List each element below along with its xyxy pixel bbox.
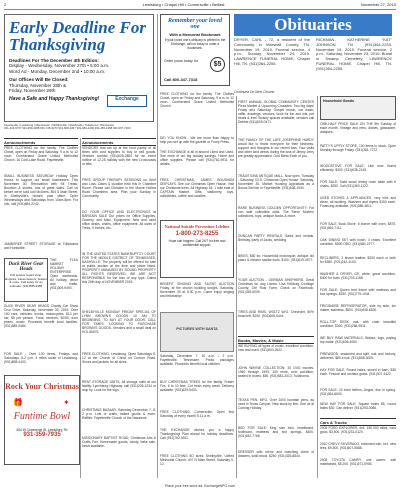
column-rule bbox=[157, 14, 158, 478]
car-item-2: 2010 CHEVY SILVERADO, extended cab, 4x4, new tires, $9,500. (931)607-5588. bbox=[320, 442, 396, 450]
promo-line-4: Our Offices Will Be Closed: bbox=[9, 77, 69, 83]
duck-river-gearheads-ad bbox=[4, 258, 48, 302]
svc-hardy-family: THE FAMILY OF THE LATE JOSEPHINE HARDY would like to thank everyone for their kindness, support and thoughts in our recent loss. Your visits and other kind deeds during the loss of Jimmy Jerry are greatly appreciated. God Bless Each of you. bbox=[238, 138, 314, 158]
memorial-phone: Call 800-347-7318 bbox=[164, 77, 198, 82]
mid-item-8: THE EXCHANGE wishes you a happy Thanksgiving! Plan ahead for holiday deadlines. Call (931)762-9911. bbox=[160, 428, 234, 440]
column-rule bbox=[236, 96, 237, 478]
lifeline-title: National Suicide Prevention Lifeline bbox=[164, 224, 230, 229]
memorial-subtitle: With a Memorial Bookmark bbox=[169, 32, 221, 37]
car-item-1: 2005 FORD EXPLORER, 4x4, 150,000 miles, runs good, $3,500. (931)231-0120. bbox=[320, 426, 396, 434]
ornament-icon: ✦ bbox=[63, 398, 70, 407]
promo-headline: Early Deadline For Thanksgiving bbox=[9, 18, 146, 54]
household-goods-label bbox=[320, 96, 396, 120]
svc-tires: TIRES AND RIMS, WOLTZ W/O. Chevrolet, 50% tread left, $200. (931)606-6444. bbox=[238, 310, 314, 318]
ann-bazaar: CHRISTMAS BAZAAR, Saturday December 7, 8-2 p.m. Lots of crafts, baked goods & more. Raffles. Fayetteville Church of the Nazarene. bbox=[82, 408, 156, 420]
mid-item-5: BENEFIT SINGING AND SILENT AUCTION Friday, at the church building tonight. Saturday, November 30 at 5:30 p.m. Come enjoy singing and fellowship! bbox=[160, 282, 234, 298]
promo-deadlines bbox=[9, 58, 149, 93]
column-rule bbox=[317, 96, 318, 478]
svc-german-shepherd: YOUR AUCTION - GERMAN SHEPHERD. Great Christmas for dog Lovers. Lisa Kirkburg Coolidge County, Ole Rust Farm. Check on Facebook. (931)339-5009. bbox=[238, 278, 314, 294]
memorial-order-text: Order yours today for bbox=[164, 59, 198, 63]
promo-line-3: Word Ad - Monday, December 2nd • 10:00 a.m. bbox=[9, 68, 106, 74]
right-item-f1: BED FOR SALE: King size bed, headboard, footboard, mattress and box springs, $400. (931)632-7766. bbox=[238, 426, 314, 438]
funtime-address: 604 W Commerce St, Lewisburg TN bbox=[16, 428, 68, 432]
gearheads-title: Duck River Gear Heads bbox=[8, 262, 44, 272]
svc-music: WE BUYING all types of music, excellent condition, new and used. (931)800-2622. bbox=[238, 344, 314, 352]
svc-texas-pen: TEXAS PEN, MFG. Over 1000 fountain pens, as used in Texas Canyon, New stock by firm. See us at Coming Holiday. bbox=[238, 398, 314, 410]
car-item-3: 2008 TOYOTA CAMRY, one owner, well maintained, $5,200. (931)571-0906. bbox=[320, 458, 396, 466]
ann-jamboree: JAMBOREE STREET STORAGE at Tullahoma and Huntsville. bbox=[4, 242, 78, 250]
right-item-3: WOODSTOVE FOR SALE, Like new. Burns efficiently. $300. (931)638-2145. bbox=[320, 164, 396, 172]
promo-line-6: Friday, November 29th bbox=[9, 88, 56, 94]
right-item-10: FOR SALE: Queen bed frame with mattress and box springs, $150. (931)779-1044. bbox=[320, 288, 396, 296]
obituary-dryer: DRYER, CARL - 72, a resident of the Community in Marshall County, TN. November 19, 2019. Funeral service, 4 p.m., Sunday, November 24, 2019. LAWRENCE FUNERAL HOME, Chapel Hill, TN. (931)364-2255. bbox=[234, 38, 310, 66]
mid-item-3: THE EXCHANGE is all in around Liked and Used. See more of our big holiday savings. Home and office supplies. Please call (931)762-9911 for details. bbox=[160, 150, 234, 166]
right-item-5: USED STOVES & APPLIANCES, very nice and clean, all working. Washers and dryers $150 each. Financing available. (931)388-4811. bbox=[320, 196, 396, 208]
right-item-7: OAK DINING SET with hutch, 4 chairs. Excellent condition. $500 OBO. (931)580-2277. bbox=[320, 238, 396, 246]
right-item-far1: WE BUY RAW MATERIALS, Walnut, logs, paying top dollar. (931)636-4060. bbox=[320, 336, 396, 344]
svc-bikes: BIKES, $50 for. Household motorcycle, antique old piano & chrome saddle tools, $100. (931)619-4577. bbox=[238, 254, 314, 262]
svc-duncan: DUNCAN PARTY RENTALS, Sales and rentals. Birthday, party of Jacks, wedding. bbox=[238, 234, 314, 242]
office-phones: 931-433-9737 931-359-1188 931-728-3273 931-668-1367 931-684-1200 931-455-1368 931-967-7290 bbox=[4, 126, 131, 131]
promo-line-5: Thursday, November 28th & bbox=[9, 82, 67, 88]
mid-item-9: FREE CLOTHING 8O sizes. Shelbyville, United Methodist Church, 407 N Main Street, Saturday 9-12. bbox=[160, 454, 234, 466]
svc-traditions: TRADITIONS ANTIQUE MALL, Now open, Tuesday - Saturday, 10-5. Christmas Open House, Saturday, November 30. Market Housing Appraisals as a Bonus Service in Fayetteville. (931)638-1930. bbox=[238, 174, 314, 190]
right-item-12: ROLL-TOP DESK, oak, with chair, beautiful condition, $300. (931)268-9511. bbox=[320, 320, 396, 328]
right-item-f2: DRESSER with mirror and matching chest of drawers, solid wood, $250. (931)325-8844. bbox=[238, 450, 314, 458]
page-header bbox=[4, 2, 396, 10]
mid-item-2: DID YOU KNOW... We are more than happy to help you set up with the gazette or Fcorp Press. bbox=[160, 136, 234, 144]
column-rule bbox=[80, 138, 81, 478]
ann-office-sale: DO YOUR OFFICE AND ELECTRONICS at BARGAIN SALE Our prices for Office Supplies, Grocery, and Misc. Equipment. New and used office desks, chairs, office equipment. All sizes of Trees, 5 inches, etc. bbox=[82, 210, 156, 230]
right-item-11: FRIGIDAIRE REFRIGERATOR, side by side, ice maker, stainless, $500. (931)638-6520. bbox=[320, 304, 396, 312]
right-item-9: WASHER & DRYER, GE, white, great condition, $400 for both. (931)703-1188. bbox=[320, 272, 396, 280]
memorial-price-badge: $5 bbox=[210, 57, 225, 72]
ann-bankruptcy: IN THE UNITED STATES BANKRUPTCY COURT FOR THE MIDDLE DISTRICT OF TENNESSEE, NASHVILLE. The property will be offered for sale at public auction at the time and place listed. PROPERTY MANAGED BY ROUND PROPERTY ALL RIGHTS RESERVED. WE ARE NOT RESPONSIBLE for the loss of any type. Dated this 26th day of NOVEMBER 2019. bbox=[82, 252, 156, 284]
ann-vendors: VENDORS that set up at the food pantry of all times with cost supplies to buy or sell goods. Vendors contact (931)628-2884 for an event hotline of 12-25 holiday with the new Crossroads or bills. bbox=[82, 146, 156, 166]
office-towns: Fayetteville | Lewisburg | Manchester | McMinnville | Shelbyville | Tullahoma | Winchester bbox=[4, 123, 115, 127]
footer-text: Place your free word ad: ExchangeNPO.com bbox=[165, 484, 235, 488]
right-item-1: ONE-HALF PRICE SALE ON THE 5th Sunday of each month. Vintage and retro, dishes, glassware, antiques. bbox=[320, 122, 396, 134]
lifeline-phone: 1-800-273-8255 bbox=[175, 231, 219, 237]
publication-title: Lewisburg • Chapel Hill • Cornersville • Belfast bbox=[142, 2, 225, 7]
section-cars-trucks: Cars & Trucks bbox=[320, 418, 396, 426]
mid-item-6: BUY CHRISTMAS TREES for the family. Fraser Firs, 6 to 10 feet. Cut fresh every week. Delivery available. (931)629-5433. bbox=[160, 380, 234, 392]
suicide-lifeline-ad bbox=[160, 220, 234, 278]
issue-date: November 27, 2019 bbox=[360, 2, 396, 7]
memorial-bookmark-ad bbox=[160, 14, 230, 86]
santa-text: Saturday, December 7, 10 a.m. - 2 p.m. Fayetteville, Tennessee. Photo packages available. Proceeds benefit local children. bbox=[160, 354, 234, 366]
section-books-music: Books, Movies, & Music bbox=[238, 336, 314, 344]
ann-small-business: SMALL BUSINESS SATURDAY Holiday Open House to support our small businesses. This November 30, Renovation with Sit Treats, Bourbon & stories, lots of great sales. Call us before we're sold out! McGees, 804 S Main Street, in Shelbyville's historic post office. Open Wednesdays and Saturdays from 10am-5pm. For info, call (931)684-2242. bbox=[4, 174, 78, 206]
section-announcements-2: Announcements bbox=[82, 138, 156, 146]
household-label: Household Goods bbox=[323, 99, 354, 103]
gift-icon: 🎁 bbox=[13, 398, 23, 407]
ann-shelbyville: SHELBYVILLE MONDAY FRIDAY SPECIAL OF LYNN BROWN'S GOODS 10 AM TO BEGINNING. TO BUY AT YOUR DOOR. CALL FOR TIMES. LOOKING TO PURCHASE BROWN'S GOODS. Vendors and a small deal on HOLIDAYS. bbox=[82, 310, 156, 334]
thanksgiving-deadline-box bbox=[4, 14, 154, 122]
svc-john-wayne: JOHN WAYNE COLLECTION: 20 DVD movies, 1960 through 1993, 100 more, new condition, sealed in boxes, $50. (931)581-2013, Tullahoma. bbox=[238, 366, 314, 378]
obituaries-heading: Obituaries bbox=[234, 14, 392, 36]
mid-item-1: FREE CLOTHING for the family. The Clothes Closet, open on Friday and Saturday, 9 a.m. to 12 noon. Cumberland Grace United Methodist Church. bbox=[160, 92, 234, 108]
funtime-headline: Rock Your Christmas bbox=[5, 382, 79, 391]
promo-line-2: Display - Wednesday, November 27th • 5:00 a.m. bbox=[9, 63, 110, 69]
ann-rascal: FOR SALE - Over 100 items, Fridays and Saturdays, 8-2 p.m. 4 miles south of Lewisburg. (931)698-4400. bbox=[4, 352, 78, 364]
right-item-far5: NEW HAY FOR SALE: Square bales $5, round bales $30. Can deliver. (931)293-0088. bbox=[320, 402, 396, 410]
santa-pictures-ad bbox=[160, 312, 234, 352]
svc-global-community: FIRST ANNUAL GLOBAL COMMUNITY CENTER Pizza Market & Upcoming Crusades: Two big days! Friday and Saturday. Gospel music, car wash, raffle, drawings, vendors, tools for fun and lots, pet treats & free! Swishy spaces available; vendors call Debbie (931)609-0471. bbox=[238, 100, 314, 124]
ann-storage: RENT STORAGE UNITS, All storage units at our facility. Lynchburg Highway, call (931)205-1234 or stop by. Look for the sign. bbox=[82, 380, 156, 392]
page-number: 2 bbox=[4, 2, 7, 7]
svc-rare-business: RARE BUSINESS GOLDEN OPPORTUNITY. For non sale collectible dolls. The Steve Modern collections, toys, antique books & more. bbox=[238, 206, 314, 218]
section-announcements-left: Announcements bbox=[4, 138, 78, 146]
ann-duck-river: DUCK RIVER GEAR HEADS Charity Car Show Cruz Drive, Saturday, November 30, 2019. Over 100 cars, vehicles, trucks, motorcycles. $10 per car, $5 per person. Food, vendors, 50/50, door prizes, music. Proceeds benefit local families. (931)585-9484. bbox=[4, 304, 78, 328]
obituary-rickman: RICKMAN, KATHERINE "KAT" JOHNSON. TN. (931)364-2233. November 19, 2019. Funeral service, 2 p.m., Saturday, November 23, 2019. Burial in Swamp Cemetery, LAWRENCE FUNERAL HOME, Chapel Hill, TN. (931)364-2255. bbox=[316, 38, 392, 71]
memorial-title: Remember your loved one bbox=[168, 18, 222, 30]
funtime-bowl-ad bbox=[4, 375, 80, 465]
ann-grief: FREE GROUP THERAPY SESSIONS on Grief and Loss. Dates & location held this in Chamber Room. Please call Christine in the Moore Hollow Road Chambers area. Plan your Sunday in Community. bbox=[82, 178, 156, 198]
ann-bath: FREE CLOTHING, Lewisburg. Open Saturdays 9-12 at the Church of Christ on Cortner Road. Shoes and jackets for all sizes. bbox=[82, 352, 156, 364]
office-locations bbox=[4, 124, 154, 134]
right-item-6: FOR SALE, Buck Stove, 6 burner with oven, $875. (931)364-7111. bbox=[320, 222, 396, 230]
mid-item-4: FREE CHRISTMAS, JAMES BOUSHAM DISPLAYS. See our Christmas Open House. Visit our Christmas trees. All Highway 64. 1 mile east of CAPTAIN Market. Gifts, stationery, toys, collectibles, coffee and candles. bbox=[160, 178, 234, 198]
funtime-phone: 931-359-7935 bbox=[23, 432, 61, 438]
lifeline-text: Hope can happen. Call 24/7 for free and confidential support. bbox=[168, 239, 226, 247]
right-item-8: RECLINERS, 2 brown leather, $200 each or both for $350. (931)242-4100. bbox=[320, 256, 396, 264]
promo-line-1: Deadlines For The December 4th Edition: bbox=[9, 58, 99, 63]
obituary-continued: Continued On Next Column bbox=[234, 90, 275, 94]
right-item-4: FOR SALE: Solid wood dining room table with 6 chairs, $250. Call (931)363-1122. bbox=[320, 180, 396, 188]
exchange-logo: Exchange bbox=[107, 95, 147, 107]
right-item-far3: HAY FOR SALE, Round bales, stored in barn, $35 each. Fescue and orchard grass. (931)307-4422. bbox=[320, 368, 396, 376]
ann-free-clothing: FREE CLOTHING for the family. The Clothes Closet, open on Friday and Saturday, 9 a.m. to 12 noon. Cumberland Grace United Methodist Church, 16 Cool-Lake Road, Fayetteville. bbox=[4, 146, 78, 162]
mid-item-7: FREE CLOTHING, Cornersville. Open first Saturday of every month 9-11 a.m. bbox=[160, 410, 234, 418]
funtime-name: Funtime Bowl bbox=[13, 411, 71, 422]
santa-caption: PICTURES WITH SANTA bbox=[176, 327, 218, 331]
right-item-far2: FIREWOOD, seasoned and split, oak and hickory, delivered. $80 a rick. (931)808-3005. bbox=[320, 352, 396, 360]
memorial-body: If your loved one's obituary is printed in the Exchange, call us today to order a bookmark. bbox=[164, 38, 226, 50]
gearheads-text: Full service repair shop. Engines, transmissions, brakes & more. Call today for an estimate. (931)585-9484 bbox=[5, 273, 47, 288]
ann-flea: THE FLEA MARKET HOLIDAY ENTERPRISE. Open weekends. All holiday decor and crafts. (931)309-9490. bbox=[50, 258, 78, 290]
ann-crafts-fair: MISSIONARY BAPTIST ROAD, Christmas Arts & Crafts Fair. Homemade goods, candy, bake sale, lunch available. bbox=[82, 436, 156, 448]
promo-greeting: Have a Safe and Happy Thanksgiving! bbox=[9, 96, 100, 103]
right-item-far4: FOR SALE: 10 bred heifers, Angus, due in spring. (931)364-6600. bbox=[320, 388, 396, 396]
right-item-2: PATTY'S UPPLY STORE, 100 items in stock. Open Monday through Friday. (931)381-7272. bbox=[320, 144, 396, 152]
